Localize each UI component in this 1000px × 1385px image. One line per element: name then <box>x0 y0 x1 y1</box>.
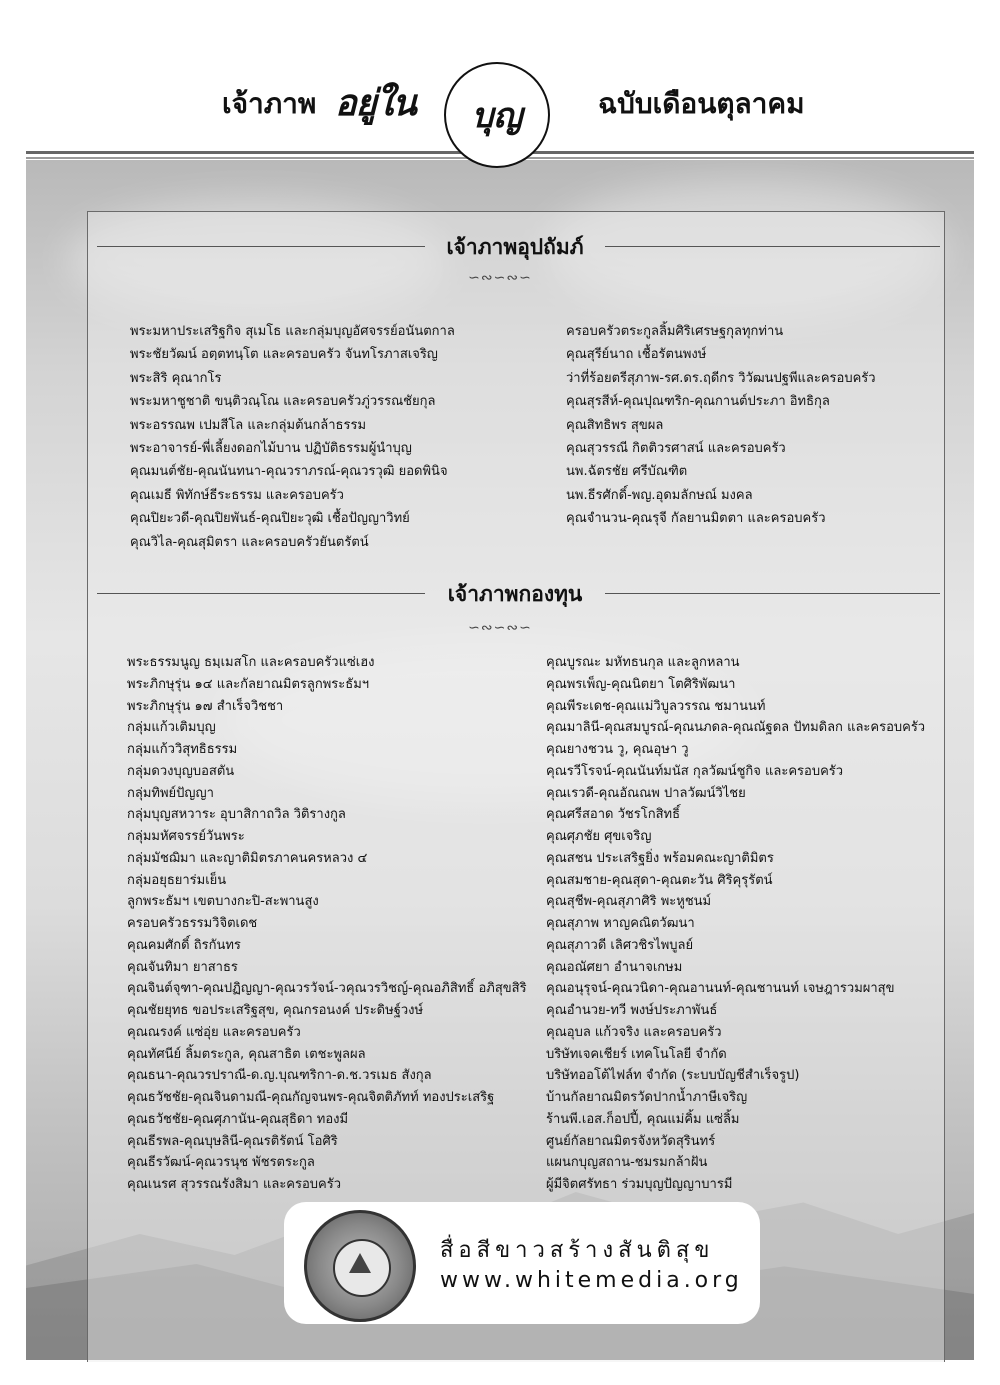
list-item: บ้านกัลยาณมิตรวัดปากน้ำภาษีเจริญ <box>546 1090 748 1105</box>
list-item: กลุ่มแก้วเติมบุญ <box>127 720 216 736</box>
list-item: คุณจำนวน-คุณรุจี กัลยานมิตตา และครอบครัว <box>566 511 826 527</box>
fund-list-right <box>546 652 925 1196</box>
list-item: คุณรวีโรจน์-คุณนันท์มนัส กุลวัฒน์ชูกิจ และครอบครัว <box>546 763 844 779</box>
list-item: คุณเมธี พิทักษ์ธีระธรรม และครอบครัว <box>130 487 344 503</box>
list-item: คุณสชน ประเสริฐยิ่ง พร้อมคณะญาติมิตร <box>546 850 774 866</box>
list-item: ผู้มีจิตศรัทธา ร่วมบุญปัญญาบารมี <box>546 1177 733 1192</box>
list-item: กลุ่มอยุธยาร่มเย็น <box>127 872 227 888</box>
list-item: คุณสุภาวดี เลิศวชิรไพบูลย์ <box>546 937 694 953</box>
list-item: คุณธนา-คุณวรปราณี-ด.ญ.บุณฑริกา-ด.ช.วรเมธ สังกุล <box>127 1068 432 1084</box>
list-item: พระมหาประเสริฐกิจ สุเมโธ และกลุ่มบุญอัศจรรย์อนันตกาล <box>130 324 455 339</box>
white-media-seal-icon <box>304 1210 416 1322</box>
list-item: กลุ่มดวงบุญบอสตัน <box>127 763 235 779</box>
section-rule <box>97 593 425 594</box>
list-item: คุณเรวดี-คุณอัณณพ ปาลวัฒน์วิไชย <box>546 785 746 801</box>
list-item: นพ.ฉัตรชัย ศรีบัณฑิต <box>566 464 688 480</box>
list-item: ร้านพี.เอส.ก็อปปี้, คุณแม่คิ้ม แซ่ลิ้ม <box>546 1111 740 1127</box>
list-item: คุณมาลินี-คุณสมบูรณ์-คุณนภดล-คุณณัฐดล ปัทมดิลก และครอบครัว <box>546 720 926 736</box>
list-item: พระชัยวัฒน์ อตฺตทนฺโต และครอบครัว จันทโรภาสเจริญ <box>130 347 438 363</box>
list-item: คุณสิทธิพร สุขผล <box>566 417 664 433</box>
section-rule <box>605 246 940 247</box>
ornament-icon: ∽∾∽∾∽ <box>468 620 532 636</box>
list-item: คุณคมศักดิ์ ถิรกันทร <box>127 937 241 953</box>
header-logo-circle <box>444 62 550 168</box>
list-item: คุณพีระเดช-คุณแม่วิบูลวรรณ ชมานนท์ <box>546 698 766 714</box>
list-item: คุณยางชวน วู, คุณอุษา วู <box>546 742 689 757</box>
list-item: คุณมนต์ชัย-คุณนันทนา-คุณวราภรณ์-คุณวรวุฒิ ยอดพินิจ <box>130 464 448 480</box>
list-item: คุณจันทิมา ยาสาธร <box>127 959 238 975</box>
list-item: พระอาจารย์-พี่เลี้ยงดอกไม้บาน ปฏิบัติธรรมผู้นำบุญ <box>130 441 412 457</box>
ornament-icon: ∽∾∽∾∽ <box>468 270 532 286</box>
sponsor-list-left <box>130 320 455 554</box>
list-item: กลุ่มแก้ววิสุทธิธรรม <box>127 742 238 757</box>
fund-list-left <box>127 652 527 1196</box>
list-item: คุณธวัชชัย-คุณศุภานัน-คุณสุธิดา ทองมี <box>127 1111 349 1127</box>
list-item: ศูนย์กัลยาณมิตรจังหวัดสุรินทร์ <box>546 1133 716 1149</box>
list-item: คุณอนุรุจน์-คุณวนิดา-คุณอานนท์-คุณชานนท์ เจษฎารวมผาสุข <box>546 981 895 997</box>
list-item: คุณชัยยุทธ ขอประเสริฐสุข, คุณกรอนงค์ ประดิษฐ์วงษ์ <box>127 1003 424 1018</box>
list-item: แผนกบุญสถาน-ชมรมกล้าฝัน <box>546 1155 708 1171</box>
list-item: คุณสุวรรณี กิตติวรศาสน์ และครอบครัว <box>566 441 786 457</box>
list-item: คุณอำนวย-ทวี พงษ์ประภาพันธ์ <box>546 1003 718 1018</box>
list-item: ลูกพระธัมฯ เขตบางกะปิ-สะพานสูง <box>127 894 319 910</box>
sponsor-list-right <box>566 320 876 531</box>
list-item: บริษัทออโต้ไฟล์ท จำกัด (ระบบบัญชีสำเร็จรูป) <box>546 1068 800 1084</box>
header-left-text: เจ้าภาพ <box>222 87 317 120</box>
list-item: พระสิริ คุณากโร <box>130 370 222 386</box>
footer-badge <box>284 1202 760 1324</box>
section-rule <box>605 593 940 594</box>
list-item: พระภิกษุรุ่น ๑๗ สำเร็จวิชชา <box>127 698 284 714</box>
list-item: กลุ่มมหัศจรรย์วันพระ <box>127 829 245 844</box>
list-item: นพ.ธีรศักดิ์-พญ.อุดมลักษณ์ มงคล <box>566 487 753 503</box>
list-item: พระอรรณพ เปมสีโล และกลุ่มต้นกล้าธรรม <box>130 417 367 433</box>
header-issue-text: ฉบับเดือนตุลาคม <box>598 87 805 120</box>
list-item: ครอบครัวธรรมวิจิตเดช <box>127 916 258 931</box>
seal-triangle-icon <box>349 1253 371 1273</box>
footer-slogan: สื่อสีขาวสร้างสันติสุข <box>440 1238 715 1263</box>
section-title-sponsors: เจ้าภาพอุปถัมภ์ <box>446 235 584 259</box>
header-logo-text: อยู่ใน <box>335 82 416 124</box>
list-item: คุณสุรีย์นาถ เชื้อรัตนพงษ์ <box>566 347 707 363</box>
list-item: คุณปิยะวดี-คุณปิยพันธ์-คุณปิยะวุฒิ เชื้อปัญญาวิทย์ <box>130 511 410 527</box>
header-logo-circle-text: บุญ <box>471 96 523 136</box>
list-item: คุณณรงค์ แซ่อุ่ย และครอบครัว <box>127 1024 301 1040</box>
list-item: คุณธวัชชัย-คุณจินดามณี-คุณกัญจนพร-คุณจิตติภัทท์ ทองประเสริฐ <box>127 1090 495 1105</box>
list-item: บริษัทเจคเชียร์ เทคโนโลยี จำกัด <box>546 1046 727 1062</box>
list-item: คุณศรีสอาด วัชรโกสิทธิ์ <box>546 807 681 823</box>
list-item: ว่าที่ร้อยตรีสุภาพ-รศ.ดร.ฤดีกร วิวัฒนปฐพีและครอบครัว <box>566 370 876 386</box>
list-item: คุณบูรณะ มหัทธนกุล และลูกหลาน <box>546 655 740 670</box>
list-item: คุณวิไล-คุณสุมิตรา และครอบครัวยันตรัตน์ <box>130 534 369 550</box>
list-item: คุณธีรพล-คุณบุษลินี-คุณรติรัตน์ โอศิริ <box>127 1133 338 1149</box>
section-rule <box>97 246 425 247</box>
section-title-fund: เจ้าภาพกองทุน <box>447 582 583 606</box>
list-item: คุณสุภาพ หาญคณิตวัฒนา <box>546 916 695 931</box>
list-item: คุณเนรศ สุวรรณรังสิมา และครอบครัว <box>127 1177 342 1192</box>
list-item: คุณพรเพ็ญ-คุณนิตยา โตศิริพัฒนา <box>546 676 736 692</box>
list-item: พระภิกษุรุ่น ๑๔ และกัลยาณมิตรลูกพระธัมฯ <box>127 676 370 692</box>
list-item: กลุ่มทิพย์ปัญญา <box>127 785 214 801</box>
list-item: คุณธีรวัฒน์-คุณวรนุช พัชรตระกูล <box>127 1155 315 1171</box>
page-header <box>0 0 1000 160</box>
list-item: คุณศุภชัย ศุขเจริญ <box>546 829 652 844</box>
list-item: คุณทัศนีย์ ลิ้มตระกูล, คุณสาธิต เตชะพูลผล <box>127 1046 366 1062</box>
list-item: พระธรรมนูญ ธมฺเมสโก และครอบครัวแซ่เฮง <box>127 655 375 670</box>
list-item: คุณจินต์จุฑา-คุณปฏิญญา-คุณวรวัจน์-วคุณวรวิชญ์-คุณอภิสิทธิ์ อภิสุขสิริ <box>127 981 527 997</box>
list-item: คุณสมชาย-คุณสุดา-คุณตะวัน ศิริคุรุรัตน์ <box>546 872 773 888</box>
list-item: กลุ่มมัชฌิมา และญาติมิตรภาคนครหลวง ๔ <box>127 850 368 866</box>
list-item: ครอบครัวตระกูลลิ้มศิริเศรษฐกุลทุกท่าน <box>566 324 784 339</box>
list-item: พระมหาชูชาติ ขนฺติวณฺโณ และครอบครัวภู่วรรณชัยกุล <box>130 394 436 410</box>
list-item: คุณอุบล แก้วจริง และครอบครัว <box>546 1024 722 1040</box>
list-item: กลุ่มบุญสหวาระ อุบาสิกาถวิล วิติรางกูล <box>127 807 346 823</box>
footer-url[interactable]: www.whitemedia.org <box>440 1268 743 1293</box>
list-item: คุณสุรสีห์-คุณปุณฑริก-คุณกานต์ประภา อิทธิกุล <box>566 394 830 410</box>
list-item: คุณอณัศยา อำนาจเกษม <box>546 959 683 975</box>
list-item: คุณสุชีพ-คุณสุภาศิริ พะหูชนม์ <box>546 894 712 910</box>
